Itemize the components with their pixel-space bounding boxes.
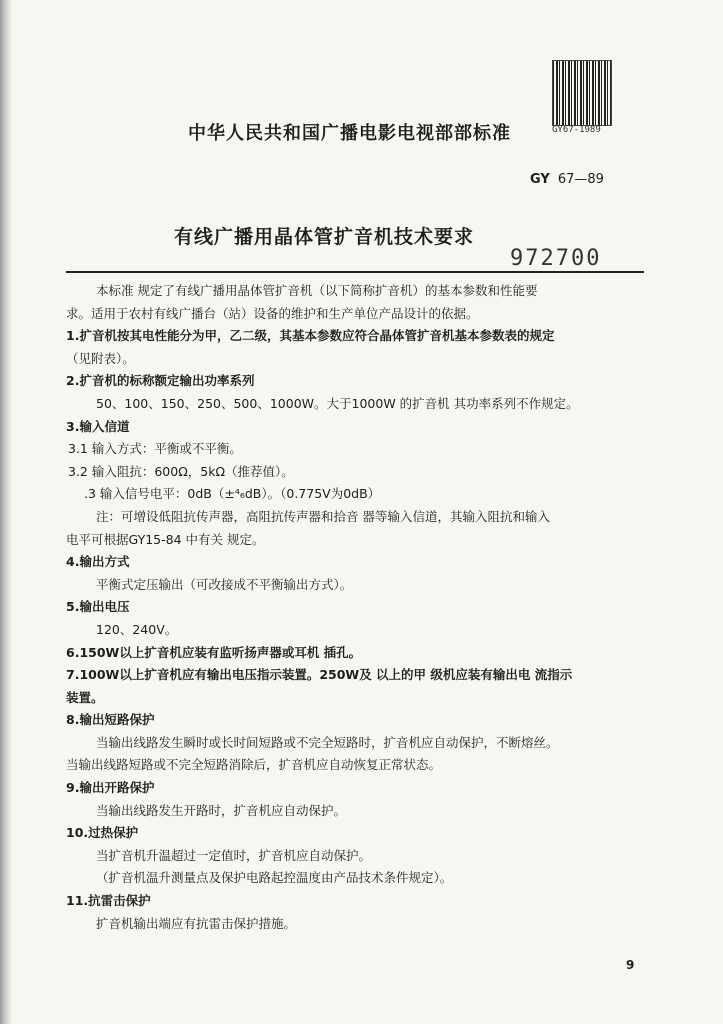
section-9-heading: 9.输出开路保护	[66, 780, 155, 796]
section-8-text-1: 当输出线路发生瞬时或长时间短路或不完全短路时，扩音机应自动保护，不断熔丝。	[96, 734, 559, 750]
section-11-heading: 11.抗雷击保护	[66, 893, 151, 909]
section-10-text-2: （扩音机温升测量点及保护电路起控温度由产品技术条件规定）。	[96, 870, 453, 886]
title-rule	[66, 271, 644, 273]
section-3-heading: 3.输入信道	[66, 418, 130, 434]
section-4-text: 平衡式定压输出（可改接成不平衡输出方式）。	[96, 576, 353, 592]
document-title: 有线广播用晶体管扩音机技术要求	[174, 226, 475, 248]
section-1-line-2: （见附表）。	[66, 350, 135, 366]
section-7-line-2: 装置。	[66, 689, 104, 705]
section-8-text-2: 当输出线路短路或不完全短路消除后，扩音机应自动恢复正常状态。	[66, 757, 442, 773]
section-4-heading: 4.输出方式	[66, 554, 130, 570]
section-5-heading: 5.输出电压	[66, 599, 130, 615]
issuing-organization: 中华人民共和国广播电影电视部部标准	[188, 123, 511, 144]
section-3-3: .3 输入信号电平：0dB（±⁴₆dB）。（0.775V为0dB）	[84, 486, 381, 502]
intro-line-1: 本标准 规定了有线广播用晶体管扩音机（以下简称扩音机）的基本参数和性能要	[96, 283, 538, 298]
section-1-line-1: 1.扩音机按其电性能分为甲，乙二级，其基本参数应符合晶体管扩音机基本参数表的规定	[66, 328, 555, 344]
section-10-heading: 10.过热保护	[66, 825, 139, 841]
stamp-number: 972700	[510, 246, 602, 271]
section-3-1: 3.1 输入方式：平衡或不平衡。	[68, 441, 242, 457]
section-3-note-2: 电平可根据GY15-84 中有关 规定。	[66, 531, 265, 547]
standard-code	[530, 172, 604, 187]
section-3-2: 3.2 输入阻抗：600Ω，5kΩ（推荐值）。	[68, 463, 294, 479]
standard-code-number: 67—89	[557, 172, 604, 187]
section-8-heading: 8.输出短路保护	[66, 712, 155, 728]
scan-edge-shadow	[0, 0, 12, 1024]
page-number: 9	[626, 958, 635, 972]
section-2-text: 50、100、150、250、500、1000W。大于1000W 的扩音机 其功率系列不作规定。	[96, 395, 579, 411]
barcode	[552, 60, 612, 126]
section-7-line-1: 7.100W以上扩音机应有输出电压指示装置。250W及 以上的甲 级机应装有输出电 流指示	[66, 667, 573, 683]
section-3-note-1: 注：可增设低阻抗传声器，高阻抗传声器和拾音 器等输入信道，其输入阻抗和输入	[96, 508, 550, 524]
section-2-heading: 2.扩音机的标称额定输出功率系列	[66, 373, 255, 389]
document-body	[66, 280, 648, 935]
section-5-text: 120、240V。	[96, 621, 178, 637]
section-11-text: 扩音机输出端应有抗雷击保护措施。	[96, 915, 297, 931]
section-9-text: 当输出线路发生开路时，扩音机应自动保护。	[96, 802, 347, 818]
intro-line-2: 求。适用于农村有线广播台（站）设备的维护和生产单位产品设计的依据。	[66, 305, 479, 321]
section-6: 6.150W以上扩音机应装有监听扬声器或耳机 插孔。	[66, 644, 362, 660]
standard-code-prefix: GY	[530, 172, 550, 187]
section-10-text-1: 当扩音机升温超过一定值时，扩音机应自动保护。	[96, 847, 372, 863]
barcode-text: GY67-1989	[552, 125, 601, 135]
